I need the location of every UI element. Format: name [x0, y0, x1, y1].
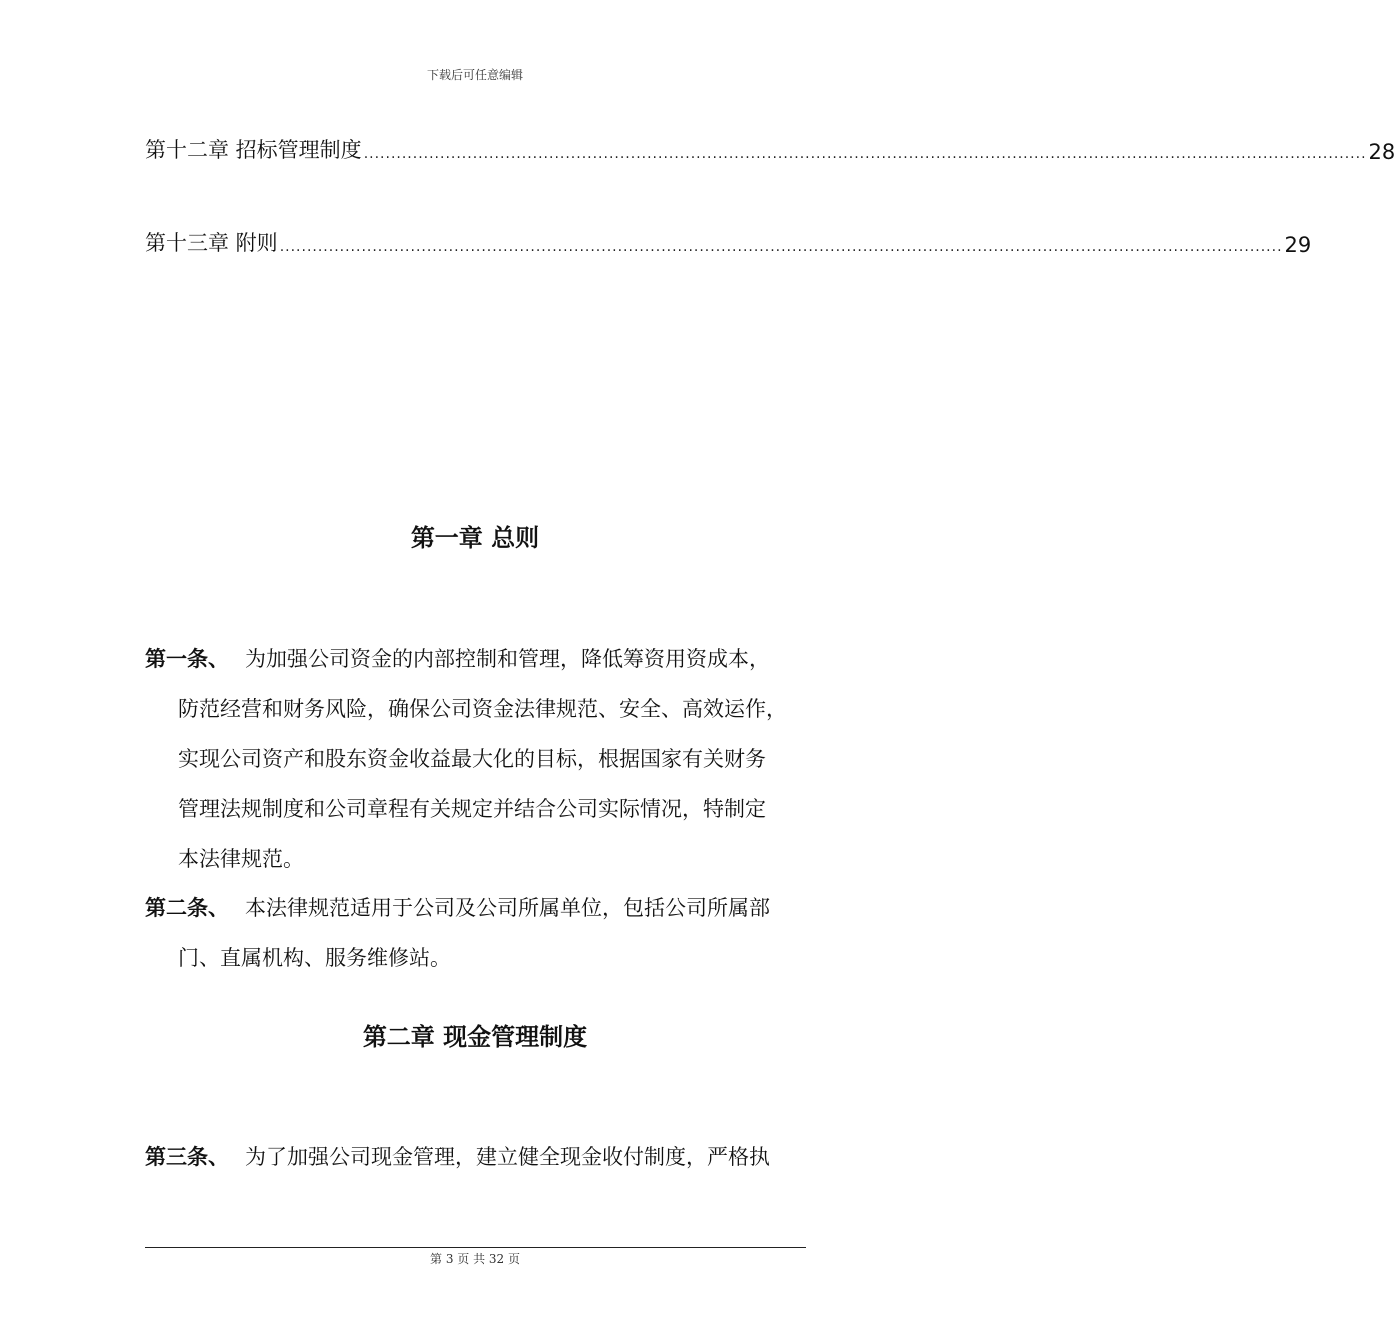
article-1 [145, 644, 810, 894]
article-label: 第一条、 [145, 647, 229, 671]
article-2 [145, 893, 810, 993]
chapter-heading: 第一章 总则 [410, 524, 540, 552]
toc-entry-page: 28 [1368, 140, 1395, 164]
toc-entry[interactable] [145, 134, 1395, 164]
toc-entry-title: 第十三章 附则 [145, 231, 278, 255]
toc-entry-title: 第十二章 招标管理制度 [145, 138, 362, 162]
article-text-line: 门、直属机构、服务维修站。 [178, 946, 451, 970]
article-text-line: 管理法规制度和公司章程有关规定并结合公司实际情况，特制定 [178, 797, 766, 821]
article-text-line: 本法律规范。 [178, 847, 304, 871]
article-label: 第三条、 [145, 1145, 229, 1169]
article-label: 第二条、 [145, 896, 229, 920]
toc-leader-dots: ........................................................................................................................................................................................ [279, 239, 1283, 255]
article-text-line: 本法律规范适用于公司及公司所属单位，包括公司所属部 [245, 896, 770, 920]
toc-entry-page: 29 [1284, 233, 1312, 257]
article-text-line: 为了加强公司现金管理，建立健全现金收付制度，严格执 [245, 1145, 770, 1169]
footer-divider [145, 1247, 806, 1248]
toc-entry[interactable] [145, 227, 1312, 257]
page-header: 下载后可任意编辑 [426, 68, 523, 82]
page-footer: 第 3 页 共 32 页 [430, 1252, 520, 1266]
article-3 [145, 1142, 810, 1192]
article-text-line: 实现公司资产和股东资金收益最大化的目标，根据国家有关财务 [178, 747, 766, 771]
chapter-heading: 第二章 现金管理制度 [362, 1023, 588, 1051]
article-text-line: 防范经营和财务风险，确保公司资金法律规范、安全、高效运作， [178, 697, 787, 721]
article-text-line: 为加强公司资金的内部控制和管理，降低筹资用资成本， [245, 647, 770, 671]
toc-leader-dots: ........................................................................................................................................................................................ [363, 146, 1367, 162]
